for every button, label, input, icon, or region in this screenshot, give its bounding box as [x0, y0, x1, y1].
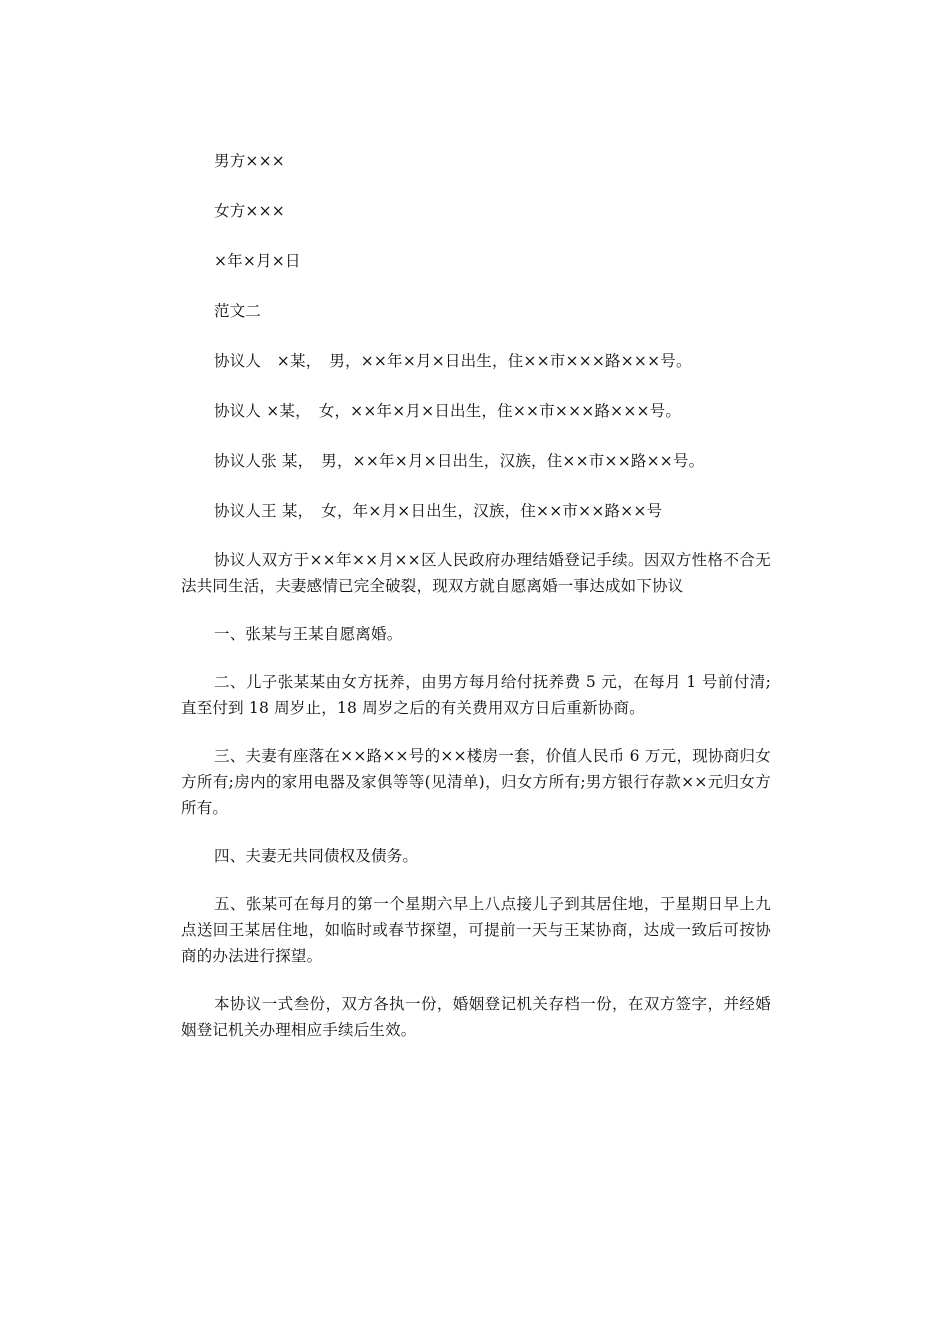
clause-2: 二、儿子张某某由女方抚养，由男方每月给付抚养费 5 元，在每月 1 号前付清;直至付到 18 周岁止，18 周岁之后的有关费用双方日后重新协商。: [181, 673, 771, 717]
party-3: 协议人张 某， 男，××年×月×日出生，汉族，住××市××路××号。: [214, 452, 705, 470]
clause-3: 三、夫妻有座落在××路××号的××楼房一套，价值人民币 6 万元，现协商归女方所有;房内的家用电器及家俱等等(见清单)，归女方所有;男方银行存款××元归女方所有。: [181, 747, 771, 817]
signature-female: 女方×××: [214, 202, 285, 220]
party-2: 协议人 ×某， 女，××年×月×日出生，住××市×××路×××号。: [214, 402, 682, 420]
clause-1: 一、张某与王某自愿离婚。: [214, 625, 403, 643]
clause-5: 五、张某可在每月的第一个星期六早上八点接儿子到其居住地，于星期日早上九点送回王某居住地，如临时或春节探望，可提前一天与王某协商，达成一致后可按协商的办法进行探望。: [181, 895, 771, 965]
clause-4: 四、夫妻无共同债权及债务。: [214, 847, 419, 865]
closing: 本协议一式叁份，双方各执一份，婚姻登记机关存档一份，在双方签字，并经婚姻登记机关办理相应手续后生效。: [181, 995, 771, 1039]
document-body: [181, 148, 771, 1043]
signature-date: ×年×月×日: [214, 252, 301, 270]
party-1: 协议人 ×某， 男，××年×月×日出生，住××市×××路×××号。: [214, 352, 692, 370]
party-4: 协议人王 某， 女，年×月×日出生，汉族，住××市××路××号: [214, 502, 663, 520]
section-title: 范文二: [214, 302, 262, 320]
preamble: 协议人双方于××年××月××区人民政府办理结婚登记手续。因双方性格不合无法共同生活，夫妻感情已完全破裂，现双方就自愿离婚一事达成如下协议: [181, 551, 771, 595]
signature-male: 男方×××: [214, 152, 285, 170]
